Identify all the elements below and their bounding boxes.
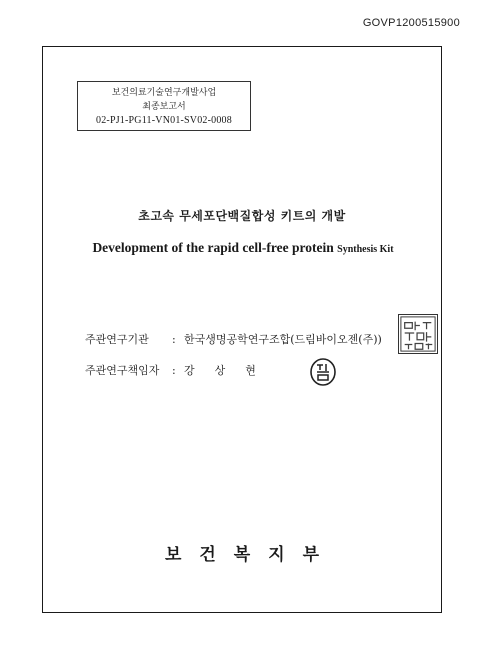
researcher-name: 강상현: [184, 364, 276, 377]
institution-separator: :: [172, 333, 176, 346]
researcher-row: [85, 362, 276, 378]
ministry-name: 보건복지부: [164, 545, 338, 565]
report-type: 최종보고서: [142, 102, 186, 112]
institution-seal-stamp: [398, 314, 438, 354]
document-id: GOVP1200515900: [362, 17, 460, 29]
title-english: [63, 240, 423, 256]
title-korean: 초고속 무세포단백질합성 키트의 개발: [138, 209, 346, 223]
title-english-small: Synthesis Kit: [337, 244, 394, 255]
title-english-main: Development of the rapid cell-free protein: [92, 240, 334, 255]
institution-label: 주관연구기관: [85, 333, 149, 346]
report-cover-frame: [42, 46, 442, 613]
institution-row: [85, 331, 382, 347]
program-name: 보건의료기술연구개발사업: [111, 88, 217, 98]
project-code-box: [77, 81, 251, 131]
researcher-separator: :: [172, 364, 176, 377]
project-code: 02-PJ1-PG11-VN01-SV02-0008: [96, 115, 232, 126]
institution-value: 한국생명공학연구조합(드림바이오젠(주)): [184, 333, 382, 346]
researcher-seal-stamp: [309, 358, 337, 386]
researcher-label: 주관연구책임자: [85, 364, 160, 377]
